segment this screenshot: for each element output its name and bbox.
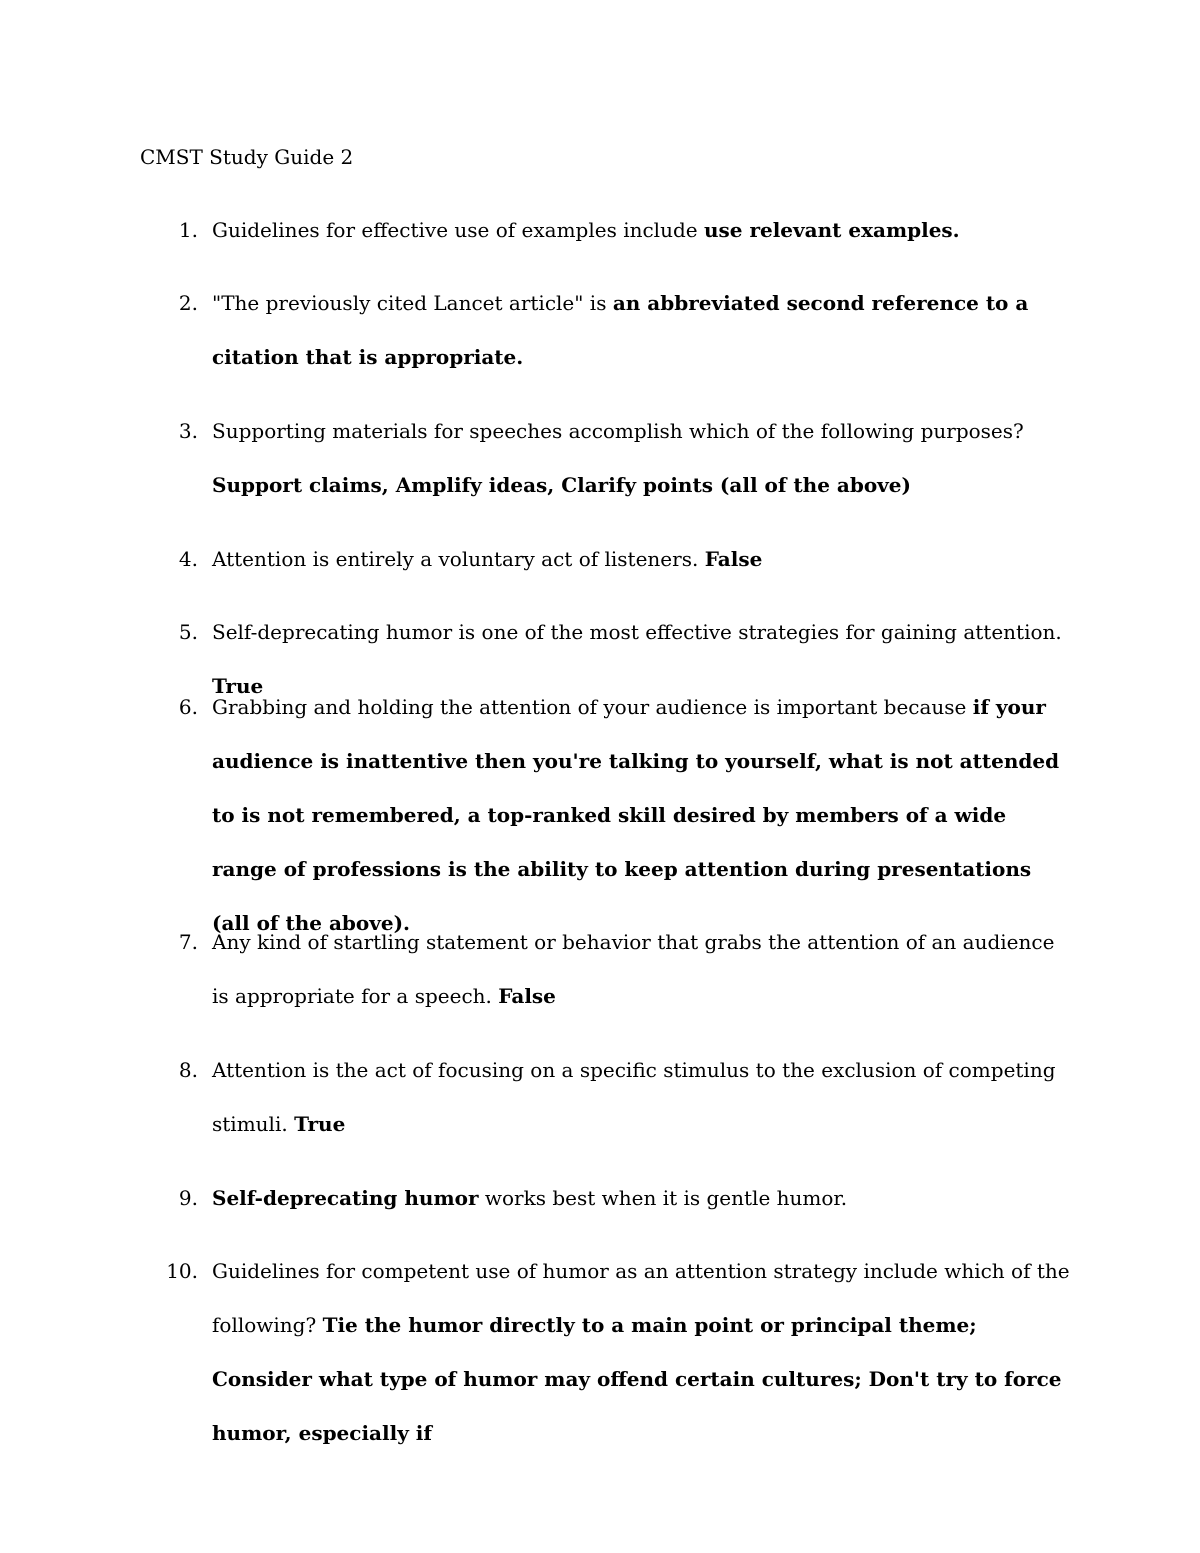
question-answer: True <box>212 674 264 698</box>
question-item <box>140 680 1070 950</box>
question-item <box>140 1244 1070 1460</box>
question-answer: True <box>294 1112 346 1136</box>
question-prompt: Attention is the act of focusing on a specific stimulus to the exclusion of competing stimuli. <box>212 1058 1056 1136</box>
question-answer: Self-deprecating humor <box>212 1186 479 1210</box>
question-prompt: Guidelines for competent use of humor as an attention strategy include which of the following? <box>212 1259 1070 1337</box>
question-prompt: Guidelines for effective use of examples include <box>212 218 704 242</box>
question-prompt: Supporting materials for speeches accomplish which of the following purposes? <box>212 419 1024 443</box>
question-text <box>212 276 1070 384</box>
question-answer: False <box>704 547 763 571</box>
question-number: 2. <box>178 291 198 315</box>
question-number: 7. <box>178 930 198 954</box>
question-number: 5. <box>178 620 198 644</box>
question-text <box>212 1171 1070 1225</box>
question-item <box>140 1171 1070 1225</box>
question-prompt: Any kind of startling statement or behavior that grabs the attention of an audience is appropriate for a speech. <box>212 930 1055 1008</box>
question-number: 8. <box>178 1058 198 1082</box>
question-answer: use relevant examples. <box>703 218 960 242</box>
question-number: 9. <box>178 1186 198 1210</box>
question-number: 4. <box>178 547 198 571</box>
question-item <box>140 532 1070 586</box>
question-number: 6. <box>178 695 198 719</box>
question-answer: if your audience is inattentive then you're talking to yourself, what is not attended to is not remembered, a top-ranked skill desired by members of a wide range of professions is the ability to keep attention during presentations (all of the above). <box>212 695 1060 935</box>
question-number: 10. <box>166 1259 198 1283</box>
question-prompt: "The previously cited Lancet article" is <box>212 291 613 315</box>
question-number: 3. <box>178 419 198 443</box>
question-item <box>140 276 1070 384</box>
document-title: CMST Study Guide 2 <box>140 145 354 169</box>
question-answer: Tie the humor directly to a main point or principal theme; Consider what type of humor may offend certain cultures; Don't try to force humor, especially if <box>212 1313 1062 1445</box>
question-item <box>140 203 1070 257</box>
question-text <box>212 1043 1070 1151</box>
question-text <box>212 915 1070 1023</box>
question-text <box>212 532 1070 586</box>
question-text <box>212 1244 1070 1460</box>
question-item <box>140 404 1070 512</box>
question-prompt: works best when it is gentle humor. <box>478 1186 848 1210</box>
question-prompt: Self-deprecating humor is one of the most effective strategies for gaining attention. <box>212 620 1062 644</box>
question-text <box>212 404 1070 512</box>
question-prompt: Attention is entirely a voluntary act of listeners. <box>212 547 705 571</box>
question-answer: an abbreviated second reference to a citation that is appropriate. <box>212 291 1029 369</box>
question-item <box>140 915 1070 1023</box>
question-prompt: Grabbing and holding the attention of your audience is important because <box>212 695 973 719</box>
question-answer: Support claims, Amplify ideas, Clarify points (all of the above) <box>212 473 911 497</box>
question-number: 1. <box>178 218 198 242</box>
question-text <box>212 203 1070 257</box>
question-item <box>140 1043 1070 1151</box>
question-answer: False <box>498 984 556 1008</box>
question-text <box>212 680 1070 950</box>
